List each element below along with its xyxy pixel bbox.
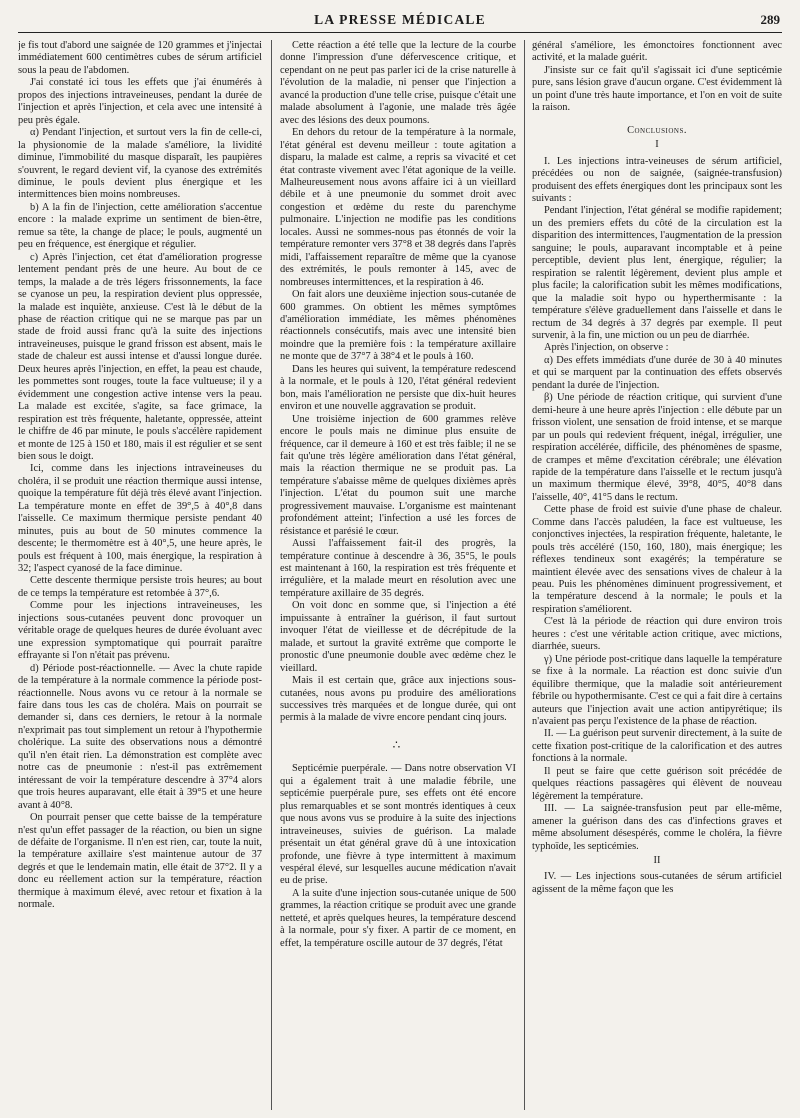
column-divider	[524, 40, 525, 1110]
paragraph: Cette phase de froid est suivie d'une phase de chaleur. Comme dans l'accès paludéen, la face est vultueuse, les conjonctives injectées, la respiration fréquente, haletante, le pouls très accéléré (150, 160, 180), mais énergique; les réflexes tendineux sont exagérés; la température se maintient élevée avec des sensations vives de chaleur à la peau. Puis les phénomènes diminuent progressivement, et la température descend à la normale; le pouls et la respiration s'améliorent.	[532, 504, 782, 615]
paragraph: J'insiste sur ce fait qu'il s'agissait ici d'une septicémie pure, sans lésion grave d'aucun organe. C'est évidemment là un point d'une très haute importance, et l'on en voit de suite la raison.	[532, 64, 782, 114]
paragraph: je fis tout d'abord une saignée de 120 grammes et j'injectai immédiatement 600 centimètres cubes de sérum artificiel sous la peau de l'abdomen.	[18, 40, 262, 76]
paragraph: Pendant l'injection, l'état général se modifie rapidement; un des premiers effets du côté de la circulation est la disparition des intermittences, l'augmentation de la pression sanguine; le pouls, auparavant incomptable et à peine perceptible, devient plus lent, énergique, régulier; la respiration se ralentit légèrement, devient plus ample et plus facile; la calorification subit les mêmes modifications, que la maladie soit hypo ou hyperthermisante : la température s'élève graduellement dans l'aisselle et dans le rectum de 34 degrés à 37 degrés par exemple. Il peut survenir, à la fin, une miction ou un peu de diarrhée.	[532, 205, 782, 341]
paragraph: Après l'injection, on observe :	[544, 342, 669, 354]
paragraph: général s'améliore, les émonctoires fonctionnent avec activité, et la malade guérit.	[532, 40, 782, 64]
section-number: I	[655, 139, 659, 151]
paragraph: En dehors du retour de la température à la normale, l'état général est devenu meilleur : toute agitation a disparu, la malade est calme, a repris sa vivacité et cet état contraste vivement avec l'état agonique de la veille. Malheureusement nous avons affaire ici à un vieillard débile et à une pneumonie du sommet droit avec congestion et œdème du reste du parenchyme pulmonaire. L'injection ne modifie pas les conditions locales. Aussi ne sommes-nous pas étonnés de voir la température remonter vers 37°8 et 38 degrés dans l'après midi, l'affaissement reparaître de même que la cyanose des extrémités, le pouls remonter à 145, avec de nombreuses intermittences, et la respiration à 46.	[280, 127, 516, 288]
text-column-2	[280, 40, 516, 1112]
paragraph: Mais il est certain que, grâce aux injections sous-cutanées, nous avons pu produire des améliorations successives très marquées et de longue durée, qui ont permis à la malade de vivre encore pendant cinq jours.	[280, 675, 516, 724]
paragraph: III. — La saignée-transfusion peut par elle-même, amener la guérison dans des cas d'infections graves et même absolument désespérés, comme le choléra, la fièvre typhoïde, les septicémies.	[532, 803, 782, 852]
paragraph: c) Après l'injection, cet état d'amélioration progresse lentement pendant près de une heure. Au bout de ce temps, la malade a de très légers frissonnements, la face se cyanose un peu, la respiration devient plus oppressée, la malade est inquiète, anxieuse. C'est là le début de la phase de réaction critique qui ne se marque pas par un stade de froid aussi franc qu'à la suite des injections intraveineuses, puisque le grand frisson est absent, mais le stade de chaleur est aussi intense et d'aussi longue durée. Deux heures après l'injection, en effet, la peau est chaude, les pommettes sont rouges, toute la face vultueuse; il y a évidemment une congestion active intense vers la peau. La malade est excitée, s'agite, sa face grimace, la respiration est très fréquente, haletante, oppressée, atteint le chiffre de 46 par minute, le pouls s'accélère rapidement et monte de 125 à 150 et 180, mais il est régulier et se sent bien sous le doigt.	[18, 251, 262, 462]
paragraph: On voit donc en somme que, si l'injection a été impuissante à entraîner la guérison, il faut surtout invoquer l'état de vieillesse et de décrépitude de la malade, et surtout la gravité extrême que comporte le pronostic d'une pneumonie double avec œdème chez le vieillard.	[280, 600, 516, 674]
paragraph: Septicémie puerpérale. — Dans notre observation VI qui a également trait à une maladie fébrile, une septicémie puerpérale pure, ses effets ont été encore plus remarquables et se sont montrés identiques à ceux que nous avons vus se produire à la suite des injections intraveineuses, suivies de guérison. La malade présentait un état général grave dû à une intoxication profonde, une fièvre à type intermittent à maximum vespéral élevé, sur lesquelles aucune médication n'avait eu de prise.	[280, 763, 516, 887]
paragraph: II. — La guérison peut survenir directement, à la suite de cette fixation post-critique de la calorification et des autres fonctions à la normale.	[532, 728, 782, 765]
paragraph: I. Les injections intra-veineuses de sérum artificiel, précédées ou non de saignée, (saignée-transfusion) produisent des effets énergiques dont les principaux sont les suivants :	[532, 155, 782, 204]
paragraph: C'est là la période de réaction qui dure environ trois heures : c'est une véritable action critique, avec mictions, diarrhée, sueurs.	[532, 616, 782, 653]
paragraph: Comme pour les injections intraveineuses, les injections sous-cutanées peuvent donc provoquer un véritable orage de quelques heures de durée évoluant avec une expression symptomatique qui pourrait paraître effrayante si l'on n'était pas prévenu.	[18, 600, 262, 662]
column-divider	[271, 40, 272, 1110]
paragraph: Cette descente thermique persiste trois heures; au bout de ce temps la température est retombée à 37°,6.	[18, 575, 262, 599]
paragraph: J'ai constaté ici tous les effets que j'ai énumérés à propos des injections intraveineuses, pendant la durée de l'injection et après l'injection, et cela avec une intensité à peu près égale.	[18, 77, 262, 126]
section-number: II	[653, 855, 661, 866]
paragraph: Une troisième injection de 600 grammes relève encore le pouls mais ne diminue plus ensuite de fréquence, car il demeure à 160 et est très faible; il ne se fait qu'une très légère amélioration dans l'état général, mais la réaction thermique ne se produit pas. La température s'abaisse même de quelques dixièmes après l'injection. L'état du poumon suit une marche progressivement mauvaise. L'organisme est maintenant profondément atteint; l'infection a usé les forces de résistance et parésié le cœur.	[280, 413, 516, 537]
paragraph: γ) Une période post-critique dans laquelle la température se fixe à la normale. La réaction est donc suivie d'un équilibre thermique, que la maladie soit antérieurement fébrile ou hypothermisante. C'est ce qui a fait dire à certains auteurs que l'injection avait une action antipyrétique; ils n'avaient pas perçu l'existence de la phase de réaction.	[532, 653, 782, 728]
text-column-1	[18, 40, 262, 1112]
paragraph: IV. — Les injections sous-cutanées de sérum artificiel agissent de la même façon que les	[532, 871, 782, 895]
paragraph: Ici, comme dans les injections intraveineuses du choléra, il se produit une réaction thermique aussi intense, quoique la température fût déjà très élevé avant l'injection. La température monte en effet de 39°,5 à 40°,8 dans l'aisselle. Ce maximum thermique persiste pendant 40 minutes, puis au bout de 50 minutes commence la descente; le thermomètre est à 40°,5, une heure après, le pouls est fréquent à 100, mais énergique, la respiration à 32; l'aspect cyanosé de la face diminue.	[18, 463, 262, 575]
section-separator: ∴	[392, 737, 404, 752]
text-column-3	[532, 40, 782, 1112]
section-heading: Conclusions.	[627, 124, 687, 136]
paragraph: A la suite d'une injection sous-cutanée unique de 500 grammes, la réaction critique se produit avec une grande netteté, et après quelques heures, la température descend à la normale, pour s'y fixer. A partir de ce moment, en effet, la température oscille autour de 37 degrés, l'état	[280, 887, 516, 949]
paragraph: On fait alors une deuxième injection sous-cutanée de 600 grammes. On obtient les mêmes symptômes d'amélioration immédiate, les mêmes phénomènes réactionnels consécutifs, mais avec une intensité bien moindre que la première fois : la température axillaire ne monte que de 37°7 à 38°4 et le pouls à 160.	[280, 289, 516, 363]
page-header	[18, 10, 782, 33]
paragraph: Cette réaction a été telle que la lecture de la courbe donne l'impression d'une défervescence critique, et cependant on ne peut pas parler ici de la crise naturelle à l'évolution de la maladie, ni penser que l'injection a avancé la production d'une telle crise, puisque c'était une malade absolument à l'agonie, une malade très âgée avec des lésions des deux poumons.	[280, 40, 516, 126]
paragraph: Aussi l'affaissement fait-il des progrès, la température continue à descendre à 36, 35°5, le pouls est maintenant à 160, la respiration est très fréquente et irrégulière, et la malade meurt en résolution avec une température axillaire de 35 degrés.	[280, 538, 516, 599]
paragraph: b) A la fin de l'injection, cette amélioration s'accentue encore : la malade exprime un sentiment de bien-être, remue sa tête, la change de place; le pouls, augmenté un peu en fréquence, est énergique et régulier.	[18, 201, 262, 251]
journal-title: LA PRESSE MÉDICALE	[314, 12, 486, 27]
page-number: 289	[760, 12, 780, 27]
paragraph: Il peut se faire que cette guérison soit précédée de quelques réactions passagères qui élèvent de nouveau légèrement la température.	[532, 765, 782, 802]
paragraph: Dans les heures qui suivent, la température redescend à la normale, et le pouls à 120, l'état général redevient bon, mais l'amélioration ne persiste que dix-huit heures environ et une nouvelle aggravation se produit.	[280, 363, 516, 413]
paragraph: β) Une période de réaction critique, qui survient d'une demi-heure à une heure après l'injection : elle débute par un frisson violent, une sensation de froid intense, et se marque par un pouls qui redevient fréquent, inégal, irrégulier, une respiration accélérée, difficile, des phénomènes de spasme, de crampes et même d'excitation cérébrale; une élévation rapide de la température dans l'aisselle et le rectum jusqu'à un maximum thermique élevé, 39°8, 40°5, 40°8 dans l'aisselle, 40°, 41°5 dans le rectum.	[532, 392, 782, 503]
paragraph: α) Des effets immédiats d'une durée de 30 à 40 minutes et qui se marquent par la continuation des effets observés pendant la durée de l'injection.	[532, 354, 782, 391]
paragraph: d) Période post-réactionnelle. — Avec la chute rapide de la température à la normale commence la période post-réactionnelle. Nous avons vu ce retour à la normale se faire dans tous les cas de choléra. Mais on pourrait se demander si, dans ces derniers, le retour à la normale n'exprimait pas tout simplement un retour à l'hypothermie cholérique. La suite des observations nous a démontré qu'il n'en était rien. La démonstration est complète avec notre cas de pneumonie : n'est-il pas extrêmement intéressant de voir la température descendre à 37°4 alors que trois heures auparavant, elle était à 39°5 et une heure avant à 40°8.	[18, 662, 262, 811]
paragraph: On pourrait penser que cette baisse de la température n'est qu'un effet passager de la réaction, ou bien un signe de défaite de l'organisme. Il n'en est rien, car, toute la nuit, la température axillaire s'est maintenue autour de 37 degrés et que le lendemain matin, elle était de 37°2. Il y a donc eu réellement action sur la température, réaction thermique à maximum élevé, avec retour et fixation à la normale.	[18, 812, 262, 911]
paragraph: α) Pendant l'injection, et surtout vers la fin de celle-ci, la physionomie de la malade s'améliore, la lividité diminue, l'immobilité du masque disparaît, les paupières s'ouvrent, le regard devient vif, la cyanose des extrémités diminue, le pouls devient plus énergique et les intermittences bien moins nombreuses.	[18, 127, 262, 201]
